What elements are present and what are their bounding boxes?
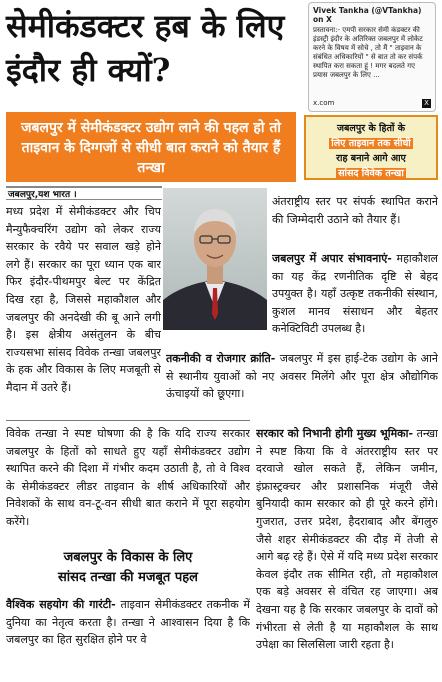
col2-paragraph-2 <box>166 350 438 422</box>
portrait-photo <box>163 188 267 330</box>
para-text: ताइवान सेमीकंडक्टर तकनीक में दुनिया का नेतृत्व करता है। तन्खा ने आश्वासन दिया है कि जबलपुर का हित सुरक्षित होने पर वे <box>6 598 250 647</box>
subheading-line1: जबलपुर के विकास के लिए <box>63 550 193 565</box>
headline: सेमीकंडक्टर हब के लिए इंदौर ही क्यों? <box>6 7 285 89</box>
tweet-site: x.com <box>313 99 335 107</box>
sidebox-line: लिए ताइवान तक सीधी <box>331 138 411 149</box>
para-lead: जबलपुर में अपार संभावनाएं- <box>272 252 392 265</box>
col2-paragraph-1 <box>272 250 438 350</box>
tweet-card <box>308 2 436 112</box>
para-text: तन्खा ने स्पष्ट किया कि वे अंतरराष्ट्रीय स्तर पर दरवाजे खोल सकते हैं, लेकिन जमीन, इंफ्रास्ट्रक्चर और प्रशासनिक मंजूरी जैसे बुनियादी काम सरकार को ही पूरे करने होंगे। गुजरात, उत्तर प्रदेश, हैदराबाद और बेंगलुरु जैसे शहर सेमीकंडक्टर की दौड़ में तेजी से आगे बढ़ रहे हैं। ऐसे में यदि मध्य प्रदेश सरकार केवल इंदौर तक सीमित रही, तो महाकौशल एक बड़े अवसर से वंचित रह जाएगा। अब देखना यह है कि सरकार जबलपुर के दावों को गंभीरता से लेती है या महाकौशल के साथ उपेक्षा का सिलसिला जारी रहता है। <box>256 427 438 652</box>
side-highlight-box <box>304 115 438 180</box>
para-lead: सरकार को निभानी होगी मुख्य भूमिका- <box>256 427 414 440</box>
tweet-author: Vivek Tankha (@VTankha) on X <box>313 6 422 24</box>
para-lead: तकनीकी व रोजगार क्रांति- <box>166 352 276 365</box>
col1-mid-paragraph: विवेक तन्खा ने स्पष्ट घोषणा की है कि यदि राज्य सरकार जबलपुर के हितों को साधते हुए यहाँ सेमीकंडक्टर उद्योग स्थापित करने की दिशा में गंभीर कदम उठाती है, तो वे विश्व के सेमीकंडक्टर लीडर ताइवान के शीर्ष अधिकारियों और निवेशकों के साथ वन-टू-वन सीधी बात कराने में पूरा सहयोग करेंगे। <box>6 427 250 528</box>
subheading-line2: सांसद तन्खा की मजबूत पहल <box>58 570 198 585</box>
col2-paragraph-3 <box>256 425 438 679</box>
para-text: महाकौशल का यह केंद्र रणनीतिक दृष्टि से बेहद उपयुक्त है। यहाँ उत्कृष्ट तकनीकी संस्थान, कुशल मानव संसाधन और बेहतर कनेक्टिविटी उपलब्ध है। <box>272 252 438 336</box>
subheading <box>6 548 250 588</box>
highlight-banner: जबलपुर में सेमीकंडक्टर उद्योग लाने की पहल हो तो ताइवान के दिग्गजों से सीधी बात कराने को तैयार हैं तन्खा <box>6 112 296 182</box>
sidebox-line: जबलपुर के हितों के <box>336 123 406 134</box>
x-logo-icon: X <box>422 99 431 108</box>
tweet-text: प्रस्तावना:- एमपी सरकार सेमी कंडक्टर की इंडस्ट्री इंदौर के अतिरिक्त जबलपुर में लोकेट करने के विषय में सोचे , तो मैं " ताइवान के संबंधित अधिकारियों " से बात तो कर संपर्क स्थापित करा सकता हूं ! मगर बदलते गए प्रयास जबलपुर के लिए ... <box>313 26 423 79</box>
para-text: जबलपुर में इस हाई-टेक उद्योग के आने से स्थानीय युवाओं को नए अवसर मिलेंगे और पूरा क्षेत्र औद्योगिक ऊंचाइयों को छूएगा। <box>166 352 438 401</box>
col2-top-paragraph: अंतराष्ट्रीय स्तर पर संपर्क स्थापित कराने की जिम्मेदारी उठाने को तैयार हैं। <box>272 195 438 226</box>
sidebox-line: राह बनाने आगे आए <box>336 153 406 164</box>
col1-top-paragraph: मध्य प्रदेश में सेमीकंडक्टर और चिप मैन्युफैक्चरिंग उद्योग को लेकर राज्य सरकार के रवैये पर सवाल खड़े होने लगे हैं। सरकार का पूरा ध्यान एक बार फिर इंदौर-पीथमपुर बेल्ट पर केंद्रित दिख रहा है, जिससे महाकौशल और जबलपुर की अनदेखी की बू आने लगी है। इस क्षेत्रीय असंतुलन के बीच राज्यसभा सांसद विवेक तन्खा जबलपुर के हक और विकास के लिए मजबूती से मैदान में उतरे हैं। <box>6 205 161 394</box>
col1-bottom-paragraph <box>6 596 250 680</box>
sidebox-line: सांसद विवेक तन्खा <box>338 168 404 179</box>
para-lead: वैश्विक सहयोग की गारंटी- <box>6 598 116 611</box>
dateline: जबलपुर,यश भारत । <box>6 186 162 200</box>
